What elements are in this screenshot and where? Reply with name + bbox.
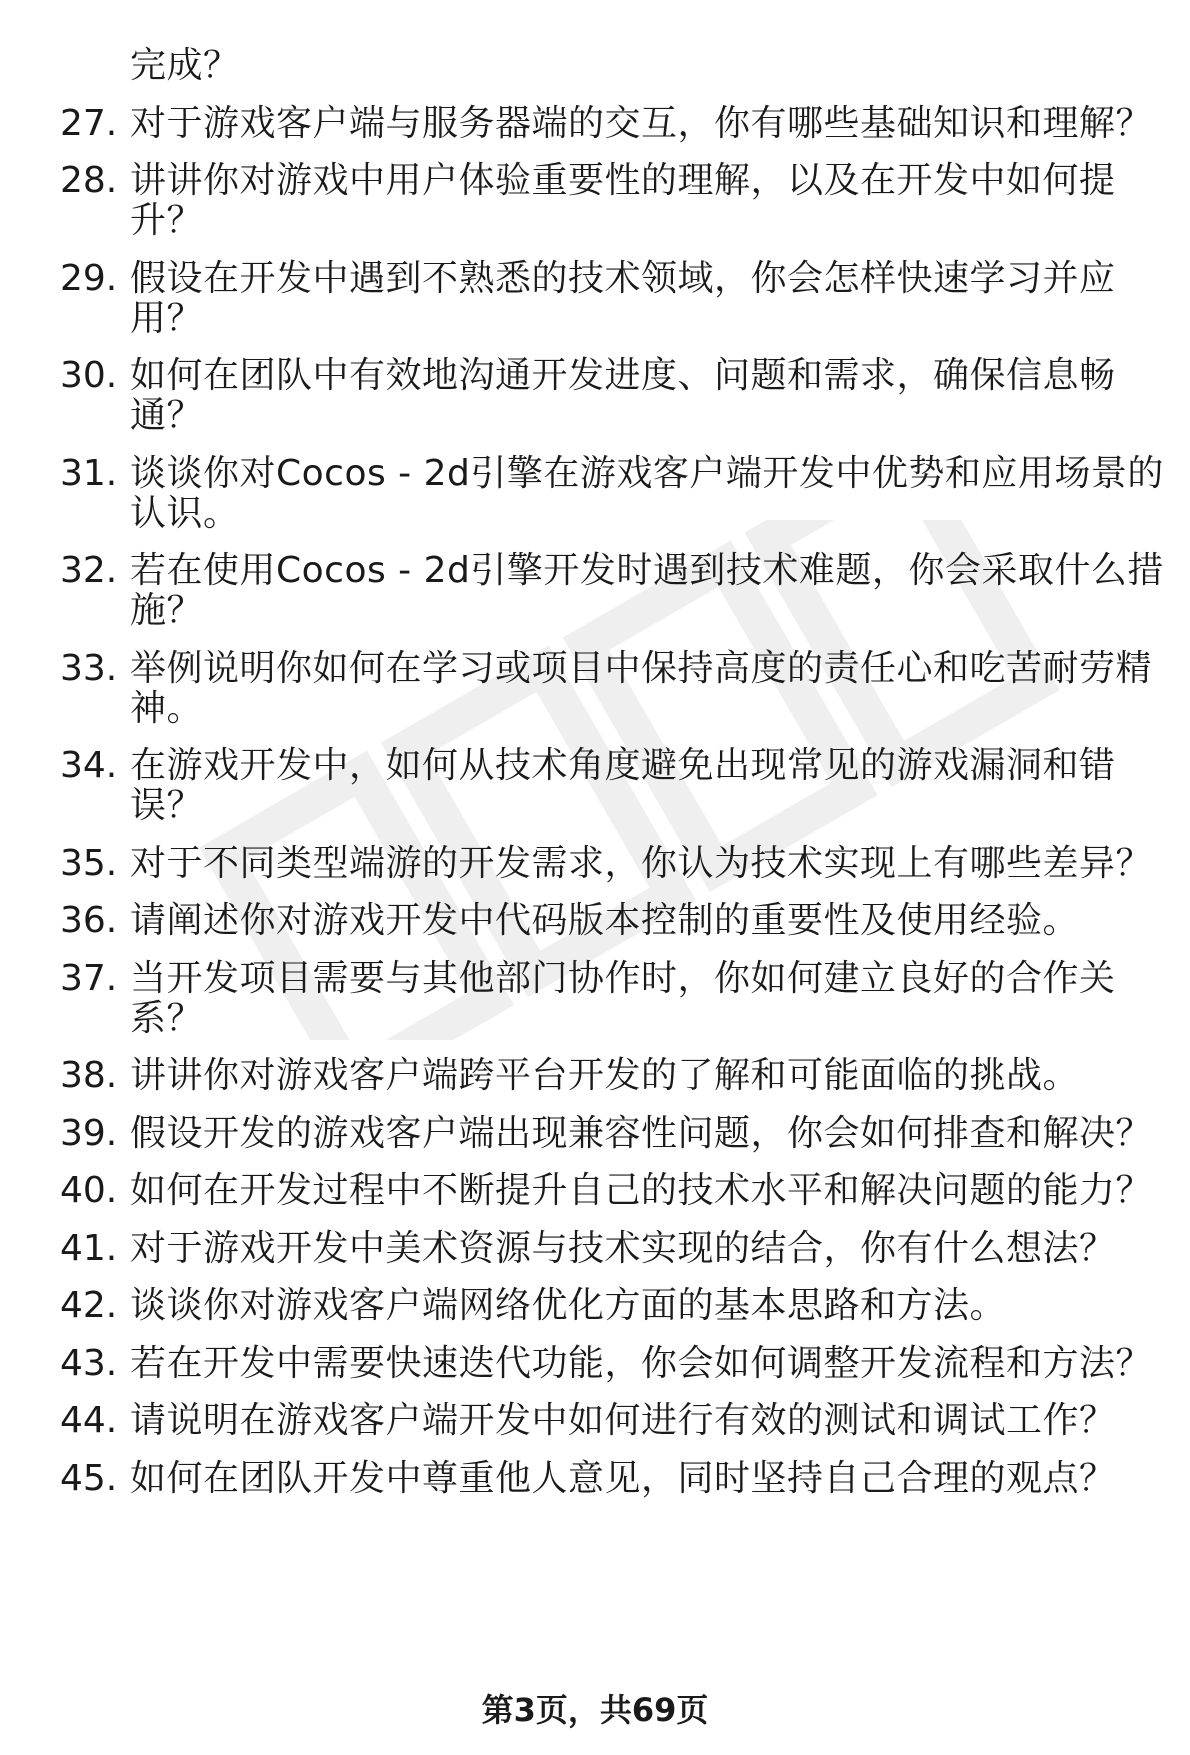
question-text: 若在开发中需要快速迭代功能，你会如何调整开发流程和方法？: [130, 1342, 1153, 1384]
question-text: 谈谈你对游戏客户端网络优化方面的基本思路和方法。: [130, 1285, 1007, 1326]
question-text: 讲讲你对游戏中用户体验重要性的理解，以及在开发中如何提: [130, 160, 1116, 201]
question-number: 41.: [60, 1227, 118, 1269]
question-text: 请说明在游戏客户端开发中如何进行有效的测试和调试工作？: [130, 1400, 1116, 1441]
page-footer: 第3页，共69页: [481, 1691, 709, 1729]
question-number: 40.: [60, 1170, 118, 1211]
question-number: 32.: [60, 550, 118, 591]
continuation-text: 完成？: [130, 45, 240, 86]
question-text: 系？: [130, 997, 204, 1039]
question-text: 施？: [130, 590, 204, 631]
question-number: 39.: [60, 1112, 118, 1154]
question-text: 假设开发的游戏客户端出现兼容性问题，你会如何排查和解决？: [130, 1112, 1153, 1154]
question-number: 37.: [60, 957, 118, 999]
question-number: 31.: [60, 452, 118, 494]
question-text: 误？: [130, 785, 204, 826]
question-number: 45.: [60, 1457, 118, 1499]
question-number: 35.: [60, 842, 118, 884]
question-text: 对于游戏客户端与服务器端的交互，你有哪些基础知识和理解？: [130, 102, 1153, 144]
question-text: 神。: [130, 687, 204, 729]
question-number: 33.: [60, 647, 118, 689]
question-text: 如何在开发过程中不断提升自己的技术水平和解决问题的能力？: [130, 1170, 1153, 1211]
question-number: 34.: [60, 745, 118, 786]
question-number: 42.: [60, 1285, 118, 1326]
question-text: 通？: [130, 395, 204, 436]
question-text: 如何在团队开发中尊重他人意见，同时坚持自己合理的观点？: [130, 1457, 1116, 1499]
question-text: 用？: [130, 297, 204, 339]
question-number: 30.: [60, 355, 118, 396]
question-text: 谈谈你对Cocos - 2d引擎在游戏客户端开发中优势和应用场景的: [130, 452, 1164, 494]
question-text: 举例说明你如何在学习或项目中保持高度的责任心和吃苦耐劳精: [130, 647, 1153, 689]
question-text: 若在使用Cocos - 2d引擎开发时遇到技术难题，你会采取什么措: [130, 550, 1164, 591]
question-number: 36.: [60, 900, 118, 941]
question-text: 对于游戏开发中美术资源与技术实现的结合，你有什么想法？: [130, 1227, 1116, 1269]
question-text: 在游戏开发中，如何从技术角度避免出现常见的游戏漏洞和错: [130, 745, 1116, 786]
question-text: 如何在团队中有效地沟通开发进度、问题和需求，确保信息畅: [130, 355, 1116, 396]
question-number: 38.: [60, 1055, 118, 1096]
question-number: 29.: [60, 257, 118, 299]
question-text: 请阐述你对游戏开发中代码版本控制的重要性及使用经验。: [130, 900, 1080, 941]
question-text: 升？: [130, 200, 204, 241]
question-number: 28.: [60, 160, 118, 201]
question-text: 假设在开发中遇到不熟悉的技术领域，你会怎样快速学习并应: [130, 257, 1116, 299]
question-text: 对于不同类型端游的开发需求，你认为技术实现上有哪些差异？: [130, 842, 1153, 884]
question-number: 44.: [60, 1400, 118, 1441]
question-text: 讲讲你对游戏客户端跨平台开发的了解和可能面临的挑战。: [130, 1055, 1080, 1096]
question-number: 27.: [60, 102, 118, 144]
question-text: 当开发项目需要与其他部门协作时，你如何建立良好的合作关: [130, 957, 1116, 999]
question-text: 认识。: [130, 492, 240, 534]
question-number: 43.: [60, 1342, 118, 1384]
